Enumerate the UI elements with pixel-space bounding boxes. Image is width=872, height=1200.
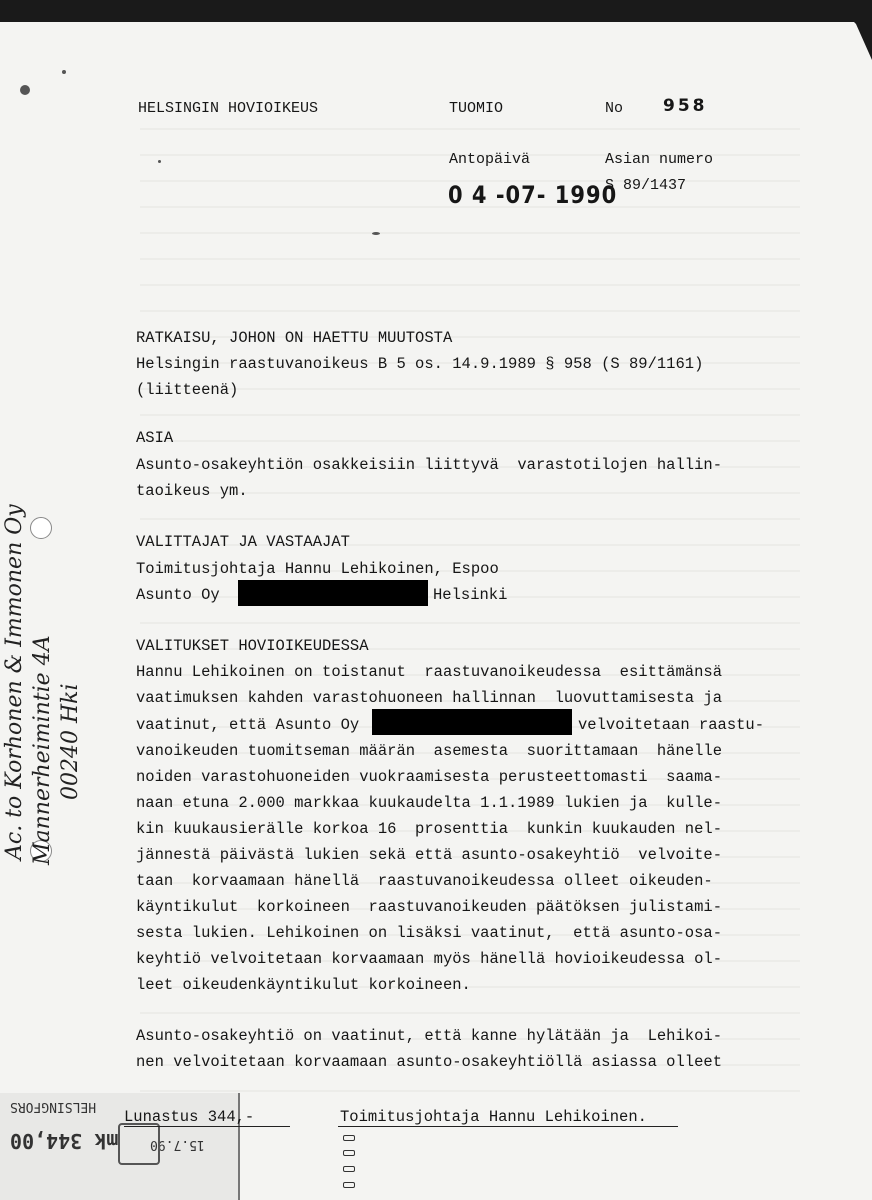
number-label: No <box>605 100 624 117</box>
date-label: Antopäivä <box>449 151 531 168</box>
appeal-line: kin kuukausierälle korkoa 16 prosenttia kunkin kuukauden nel- <box>136 820 722 838</box>
handwritten-note: Mannerheimintie 4A <box>30 635 55 865</box>
decision-heading: RATKAISU, JOHON ON HAETTU MUUTOSTA <box>136 329 453 347</box>
response-line: Asunto-osakeyhtiö on vaatinut, että kanne hylätään ja Lehikoi- <box>136 1027 722 1045</box>
redaction-bar <box>238 580 428 606</box>
handwritten-note: Ac. to Korhonen & Immonen Oy <box>2 504 27 860</box>
fee-text: Lunastus 344,- <box>124 1108 255 1126</box>
scan-speck <box>20 85 30 95</box>
appeal-line: noiden varastohuoneiden vuokraamisesta perusteettomasti saama- <box>136 768 722 786</box>
margin-mark <box>343 1166 355 1172</box>
parties-heading: VALITTAJAT JA VASTAAJAT <box>136 533 350 551</box>
matter-line: Asunto-osakeyhtiön osakkeisiin liittyvä varastotilojen hallin- <box>136 456 722 474</box>
margin-mark <box>343 1182 355 1188</box>
appeal-line: keyhtiö velvoitetaan korvaamaan myös hänellä hovioikeudessa ol- <box>136 950 722 968</box>
appeal-line: leet oikeudenkäyntikulut korkoineen. <box>136 976 471 994</box>
stamp-date: 15.7.90 <box>150 1137 205 1152</box>
decision-line: (liitteenä) <box>136 381 239 399</box>
margin-mark <box>343 1135 355 1141</box>
signatory-underline <box>338 1126 678 1127</box>
party-line: Toimitusjohtaja Hannu Lehikoinen, Espoo <box>136 560 499 578</box>
binder-hole <box>30 517 52 539</box>
court-name: HELSINGIN HOVIOIKEUS <box>138 100 319 117</box>
party-company-prefix: Asunto Oy <box>136 586 220 604</box>
appeal-line: sesta lukien. Lehikoinen on lisäksi vaatinut, että asunto-osa- <box>136 924 722 942</box>
appeal-line: jännestä päivästä lukien sekä että asunto-osakeyhtiö velvoite- <box>136 846 722 864</box>
matter-heading: ASIA <box>136 429 174 447</box>
decision-line: Helsingin raastuvanoikeus B 5 os. 14.9.1989 § 958 (S 89/1161) <box>136 355 704 373</box>
issue-date-stamp: 0 4 -07- 1990 <box>448 181 618 209</box>
document-type: TUOMIO <box>449 100 504 117</box>
margin-mark <box>343 1150 355 1156</box>
stamp-seal <box>118 1123 160 1165</box>
party-company-city: Helsinki <box>433 586 508 604</box>
appeal-line: vanoikeuden tuomitseman määrän asemesta suorittamaan hänelle <box>136 742 722 760</box>
signatory-text: Toimitusjohtaja Hannu Lehikoinen. <box>340 1108 647 1126</box>
response-line: nen velvoitetaan korvaamaan asunto-osakeyhtiöllä asiassa olleet <box>136 1053 722 1071</box>
appeal-line: käyntikulut korkoineen raastuvanoikeuden päätöksen julistami- <box>136 898 722 916</box>
scan-top-edge <box>0 0 872 22</box>
appeal-line: naan etuna 2.000 markkaa kuukaudelta 1.1.1989 lukien ja kulle- <box>136 794 722 812</box>
stamp-city: HELSINGFORS <box>10 1099 97 1114</box>
appeal-line: Hannu Lehikoinen on toistanut raastuvanoikeudessa esittämänsä <box>136 663 722 681</box>
appeal-line: taan korvaamaan hänellä raastuvanoikeudessa olleet oikeuden- <box>136 872 713 890</box>
appeal-line: vaatimuksen kahden varastohuoneen hallinnan luovuttamisesta ja <box>136 689 722 707</box>
scan-speck <box>62 70 66 74</box>
stamp-amount: mk 344,00 <box>10 1129 119 1153</box>
appeals-heading: VALITUKSET HOVIOIKEUDESSA <box>136 637 369 655</box>
appeal-line-prefix: vaatinut, että Asunto Oy <box>136 716 360 734</box>
document-number: 958 <box>663 96 708 116</box>
scan-speck <box>372 232 380 235</box>
redaction-bar <box>372 709 572 735</box>
case-number-label: Asian numero <box>605 151 714 168</box>
appeal-line-suffix: velvoitetaan raastu- <box>578 716 765 734</box>
case-number: S 89/1437 <box>605 177 687 194</box>
handwritten-note: 00240 Hki <box>58 683 83 800</box>
scan-speck <box>158 160 161 163</box>
matter-line: taoikeus ym. <box>136 482 248 500</box>
fee-underline <box>124 1126 290 1127</box>
